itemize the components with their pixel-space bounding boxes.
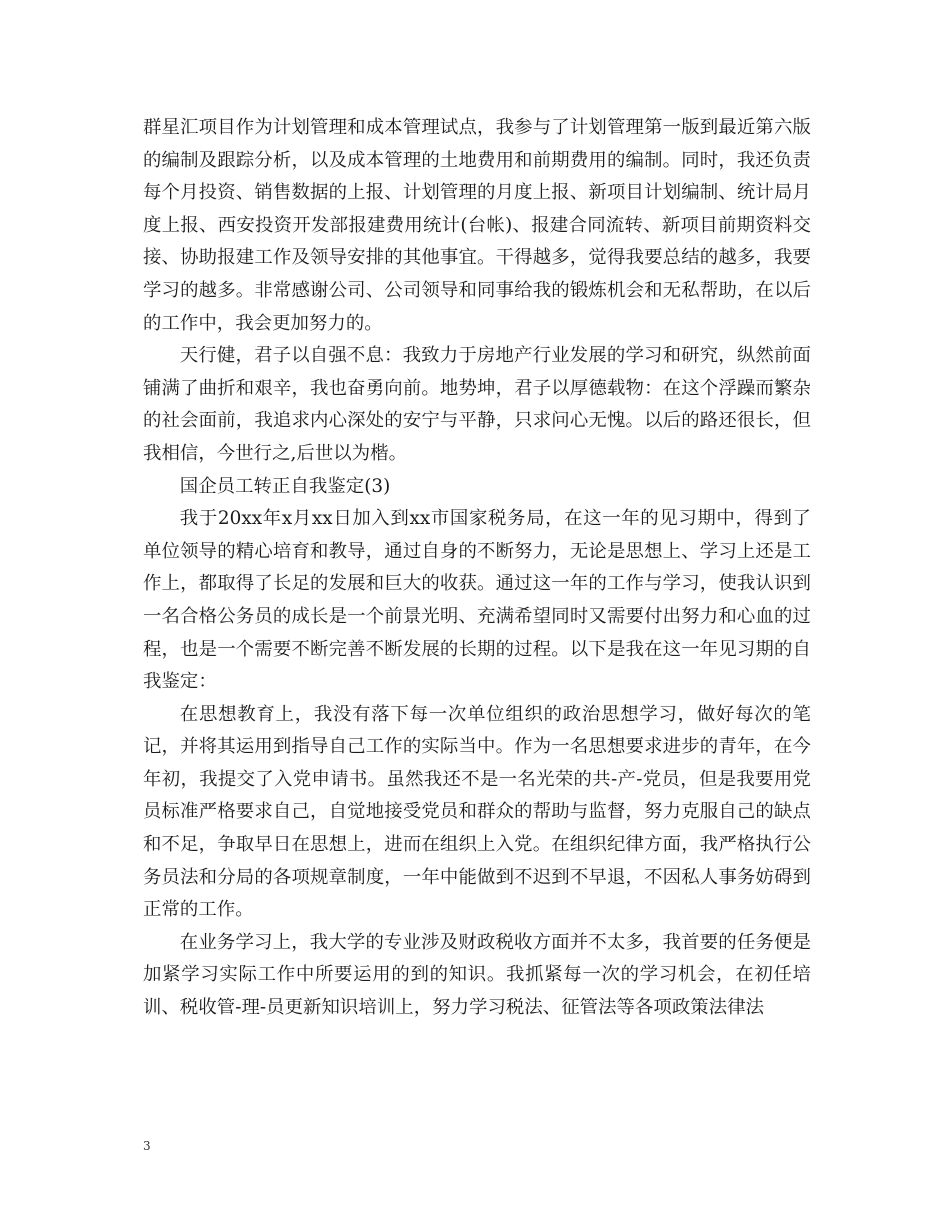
paragraph-introduction: 我于20xx年x月xx日加入到xx市国家税务局，在这一年的见习期中，得到了单位领导的精心培育和教导，通过自身的不断努力，无论是思想上、学习上还是工作上，都取得了长足的发展和巨大的收获。通过这一年的工作与学习，使我认识到一名合格公务员的成长是一个前景光明、充满希望同时又需要付出努力和心血的过程，也是一个需要不断完善不断发展的长期的过程。以下是我在这一年见习期的自我鉴定： xyxy=(143,508,811,693)
paragraph-study: 在业务学习上，我大学的专业涉及财政税收方面并不太多，我首要的任务便是加紧学习实际工作中所要运用的到的知识。我抓紧每一次的学习机会，在初任培训、税收管-理-员更新知识培训上，努力学习税法、征管法等各项政策法律法 xyxy=(143,931,811,1019)
paragraph-ideology: 在思想教育上，我没有落下每一次单位组织的政治思想学习，做好每次的笔记，并将其运用到指导自己工作的实际当中。作为一名思想要求进步的青年，在今年初，我提交了入党申请书。虽然我还不是一名光荣的共-产-党员，但是我要用党员标准严格要求自己，自觉地接受党员和群众的帮助与监督，努力克服自己的缺点和不足，争取早日在思想上，进而在组织上入党。在组织纪律方面，我严格执行公务员法和分局的各项规章制度，一年中能做到不迟到不早退，不因私人事务妨碍到正常的工作。 xyxy=(143,703,811,921)
paragraph-motto: 天行健，君子以自强不息：我致力于房地产行业发展的学习和研究，纵然前面铺满了曲折和艰辛，我也奋勇向前。地势坤，君子以厚德载物：在这个浮躁而繁杂的社会面前，我追求内心深处的安宁与平静，只求问心无愧。以后的路还很长，但我相信，今世行之,后世以为楷。 xyxy=(143,345,811,464)
page-number: 3 xyxy=(143,1139,151,1153)
section-heading: 国企员工转正自我鉴定(3) xyxy=(179,475,391,497)
paragraph-project-summary: 群星汇项目作为计划管理和成本管理试点，我参与了计划管理第一版到最近第六版的编制及跟踪分析，以及成本管理的土地费用和前期费用的编制。同时，我还负责每个月投资、销售数据的上报、计划管理的月度上报、新项目计划编制、统计局月度上报、西安投资开发部报建费用统计(台帐)、报建合同流转、新项目前期资料交接、协助报建工作及领导安排的其他事宜。干得越多，觉得我要总结的越多，我要学习的越多。非常感谢公司、公司领导和同事给我的锻炼机会和无私帮助，在以后的工作中，我会更加努力的。 xyxy=(143,117,811,334)
document-body xyxy=(143,112,811,1025)
